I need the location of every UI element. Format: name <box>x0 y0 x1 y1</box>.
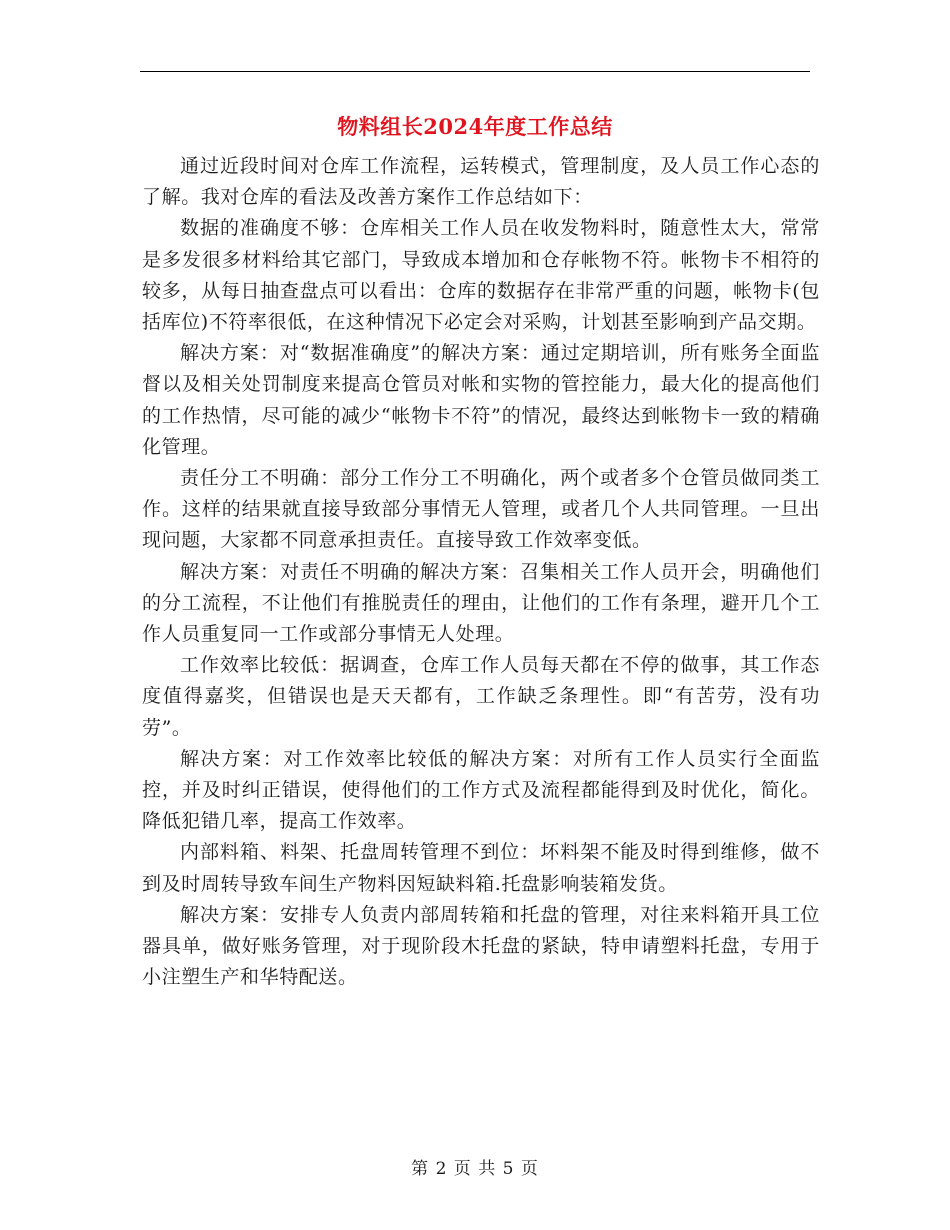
paragraph-intro: 通过近段时间对仓库工作流程，运转模式，管理制度，及人员工作心态的了解。我对仓库的看法及改善方案作工作总结如下： <box>142 155 820 209</box>
paragraph-data-accuracy-solution: 解决方案：对“数据准确度”的解决方案：通过定期培训，所有账务全面监督以及相关处罚制度来提高仓管员对帐和实物的管控能力，最大化的提高他们的工作热情，尽可能的减少“帐物卡不符”的情况，最终达到帐物卡一致的精确化管理。 <box>142 342 820 458</box>
paragraph-efficiency-solution: 解决方案：对工作效率比较低的解决方案：对所有工作人员实行全面监控，并及时纠正错误，使得他们的工作方式及流程都能得到及时优化，简化。降低犯错几率，提高工作效率。 <box>142 747 820 833</box>
header-rule <box>140 71 810 72</box>
paragraph-data-accuracy: 数据的准确度不够：仓库相关工作人员在收发物料时，随意性太大，常常是多发很多材料给其它部门，导致成本增加和仓存帐物不符。帐物卡不相符的较多，从每日抽查盘点可以看出：仓库的数据存在非常严重的问题，帐物卡(包括库位)不符率很低，在这种情况下必定会对采购，计划甚至影响到产品交期。 <box>142 217 820 334</box>
paragraph-responsibility-solution: 解决方案：对责任不明确的解决方案：召集相关工作人员开会，明确他们的分工流程，不让他们有推脱责任的理由，让他们的工作有条理，避开几个工作人员重复同一工作或部分事情无人处理。 <box>142 560 820 646</box>
paragraph-turnover-solution: 解决方案：安排专人负责内部周转箱和托盘的管理，对往来料箱开具工位器具单，做好账务管理，对于现阶段木托盘的紧缺，特申请塑料托盘，专用于小注塑生产和华特配送。 <box>142 903 820 989</box>
document-body <box>142 151 820 993</box>
paragraph-efficiency: 工作效率比较低：据调查，仓库工作人员每天都在不停的做事，其工作态度值得嘉奖，但错误也是天天都有，工作缺乏条理性。即“有苦劳，没有功劳”。 <box>142 654 820 739</box>
document-title: 物料组长2024年度工作总结 <box>337 114 613 139</box>
paragraph-turnover: 内部料箱、料架、托盘周转管理不到位：坏料架不能及时得到维修，做不到及时周转导致车间生产物料因短缺料箱.托盘影响装箱发货。 <box>142 841 820 895</box>
page-number-footer: 第 2 页 共 5 页 <box>411 1159 539 1179</box>
paragraph-responsibility: 责任分工不明确：部分工作分工不明确化，两个或者多个仓管员做同类工作。这样的结果就直接导致部分事情无人管理，或者几个人共同管理。一旦出现问题，大家都不同意承担责任。直接导致工作效率变低。 <box>142 467 820 552</box>
